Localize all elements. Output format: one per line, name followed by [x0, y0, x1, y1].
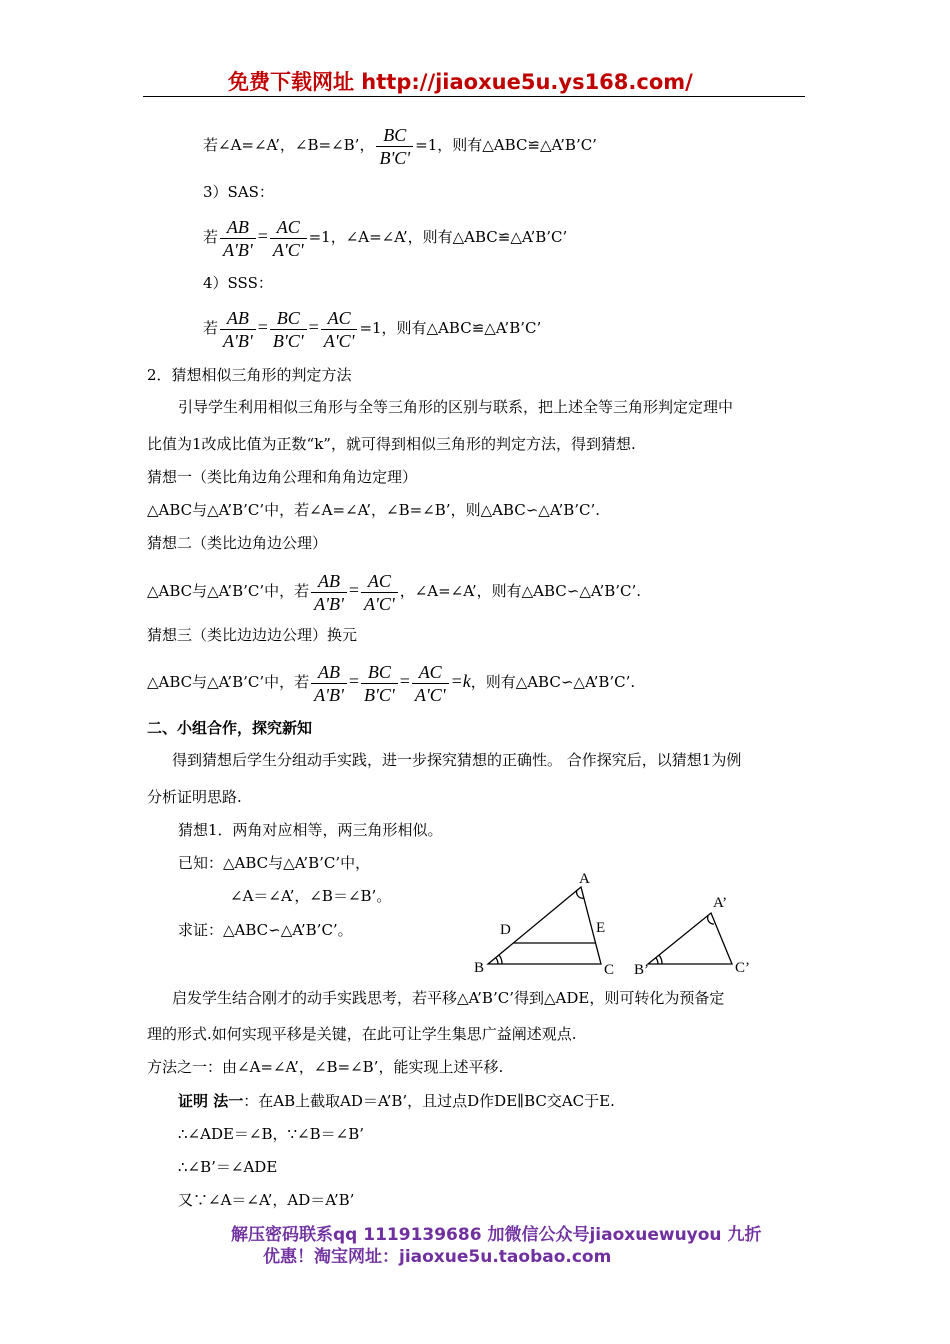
- c3-frac-2: [361, 661, 398, 706]
- given-line-2: ∠A＝∠A’，∠B＝∠B’。: [230, 887, 392, 905]
- asa-statement: [203, 120, 597, 170]
- proof-label: 证明 法一: [178, 1092, 244, 1110]
- c3-f1-num: AB: [311, 661, 347, 684]
- big-label-C: C: [604, 962, 615, 978]
- footer-line-2: 优惠！淘宝网址：jiaoxue5u.taobao.com: [263, 1247, 612, 1267]
- sas-post: =1，∠A=∠A’，则有△ABC≌△A’B’C’: [308, 228, 568, 246]
- proof-step-1: ∴∠ADE＝∠B，∵∠B＝∠B’: [178, 1125, 365, 1143]
- asa-pre: 若∠A=∠A’，∠B=∠B’，: [203, 136, 375, 154]
- proof-line: [178, 1091, 615, 1111]
- given-line-1: 已知：△ABC与△A’B’C’中，: [178, 854, 371, 872]
- sss-f1-num: AB: [220, 307, 256, 330]
- conjecture-1-title: 猜想一（类比角边角公理和角角边定理）: [147, 468, 418, 486]
- inspire-line-1: 启发学生结合刚才的动手实践思考，若平移△A’B’C’得到△ADE，则可转化为预备定: [172, 989, 725, 1007]
- big-label-E: E: [596, 920, 606, 936]
- method-line: 方法之一：由∠A=∠A’，∠B=∠B’，能实现上述平移.: [147, 1058, 504, 1076]
- sss-eq-1: =: [257, 317, 268, 337]
- inspire-line-2: 理的形式.如何实现平移是关键，在此可让学生集思广益阐述观点.: [147, 1025, 577, 1043]
- part-2-para-1: 得到猜想后学生分组动手实践，进一步探究猜想的正确性。 合作探究后，以猜想1为例: [172, 751, 742, 769]
- sss-frac-1: [220, 307, 256, 352]
- sss-frac-2: [270, 307, 307, 352]
- sas-frac-1: [220, 216, 256, 261]
- c3-post: ，则有△ABC∽△A’B’C’.: [470, 673, 636, 691]
- sas-label: 3）SAS：: [203, 183, 274, 201]
- c3-f2-num: BC: [361, 661, 398, 684]
- c2-pre: △ABC与△A’B’C’中，若: [147, 582, 310, 600]
- conjecture-2-title: 猜想二（类比边角边公理）: [147, 534, 328, 552]
- small-label-A: A’: [713, 895, 728, 911]
- big-label-D: D: [500, 922, 511, 938]
- sss-pre: 若: [203, 319, 219, 337]
- sas-f2-den: A'C': [272, 239, 304, 260]
- c3-eq-1: =: [348, 671, 359, 691]
- c3-f1-den: A'B': [314, 684, 344, 705]
- sas-statement: [203, 211, 567, 262]
- part-2-para-2: 分析证明思路.: [147, 788, 242, 806]
- sss-f1-den: A'B': [223, 330, 253, 351]
- big-label-A: A: [579, 871, 590, 887]
- sss-f2-den: B'C': [272, 330, 304, 351]
- c2-f1-den: A'B': [314, 593, 344, 614]
- sas-eq: =: [257, 226, 268, 246]
- triangles-figure: [468, 868, 768, 980]
- sas-pre: 若: [203, 228, 219, 246]
- sas-frac-2: [270, 216, 307, 261]
- c2-post: ，∠A=∠A’，则有△ABC∽△A’B’C’.: [399, 582, 642, 600]
- conjecture-statement: 猜想1．两角对应相等，两三角形相似。: [178, 821, 443, 839]
- conjecture-3-title: 猜想三（类比边边边公理）换元: [147, 626, 358, 644]
- c3-f2-den: B'C': [363, 684, 395, 705]
- c3-frac-3: [412, 661, 449, 706]
- asa-frac-num: BC: [376, 124, 413, 147]
- section-2-title: 2．猜想相似三角形的判定方法: [147, 366, 352, 384]
- c2-frac-1: [311, 570, 347, 615]
- big-label-B: B: [474, 960, 485, 976]
- conjecture-1-text: △ABC与△A’B’C’中，若∠A=∠A’，∠B=∠B’，则△ABC∽△A’B’C’.: [147, 501, 601, 519]
- section-2-para-1: 引导学生利用相似三角形与全等三角形的区别与联系，把上述全等三角形判定定理中: [178, 398, 734, 416]
- c3-pre: △ABC与△A’B’C’中，若: [147, 673, 310, 691]
- conjecture-3-statement: [147, 656, 635, 707]
- part-2-title: 二、小组合作，探究新知: [147, 719, 313, 737]
- c3-f3-num: AC: [412, 661, 449, 684]
- section-2-para-2: 比值为1改成比值为正数“k”，就可得到相似三角形的判定方法，得到猜想.: [147, 435, 636, 453]
- conjecture-2-statement: [147, 565, 641, 616]
- sss-frac-3: [321, 307, 358, 352]
- asa-post: =1，则有△ABC≌△A’B’C’: [415, 136, 597, 154]
- header-divider: [143, 96, 805, 97]
- c3-k: =k: [450, 671, 471, 691]
- prove-line: 求证：△ABC∽△A’B’C’。: [178, 921, 353, 939]
- proof-step-2: ∴∠B’＝∠ADE: [178, 1158, 278, 1176]
- sss-f3-num: AC: [321, 307, 358, 330]
- footer-line-1: 解压密码联系qq 1119139686 加微信公众号jiaoxuewuyou 九折: [231, 1225, 762, 1245]
- small-label-C: C’: [735, 960, 750, 976]
- c2-f1-num: AB: [311, 570, 347, 593]
- sas-f1-den: A'B': [223, 239, 253, 260]
- c3-frac-1: [311, 661, 347, 706]
- c2-f2-num: AC: [361, 570, 398, 593]
- asa-frac-den: B'C': [379, 147, 411, 168]
- sss-f2-num: BC: [270, 307, 307, 330]
- sss-label: 4）SSS：: [203, 274, 273, 292]
- c3-f3-den: A'C': [414, 684, 446, 705]
- small-label-B: B’: [634, 962, 649, 978]
- sss-eq-2: =: [308, 317, 319, 337]
- sss-f3-den: A'C': [323, 330, 355, 351]
- c2-eq: =: [348, 580, 359, 600]
- sas-f2-num: AC: [270, 216, 307, 239]
- c3-eq-2: =: [399, 671, 410, 691]
- header-title: 免费下载网址 http://jiaoxue5u.ys168.com/: [228, 70, 693, 94]
- sss-post: =1，则有△ABC≌△A’B’C’: [359, 319, 542, 337]
- c2-f2-den: A'C': [363, 593, 395, 614]
- sss-statement: [203, 302, 541, 353]
- small-triangle: [648, 913, 732, 964]
- asa-fraction: [376, 124, 413, 169]
- sas-f1-num: AB: [220, 216, 256, 239]
- proof-text: ：在AB上截取AD＝A’B’，且过点D作DE∥BC交AC于E.: [243, 1092, 615, 1110]
- proof-step-3: 又∵∠A＝∠A’，AD＝A’B’: [178, 1191, 355, 1209]
- c2-frac-2: [361, 570, 398, 615]
